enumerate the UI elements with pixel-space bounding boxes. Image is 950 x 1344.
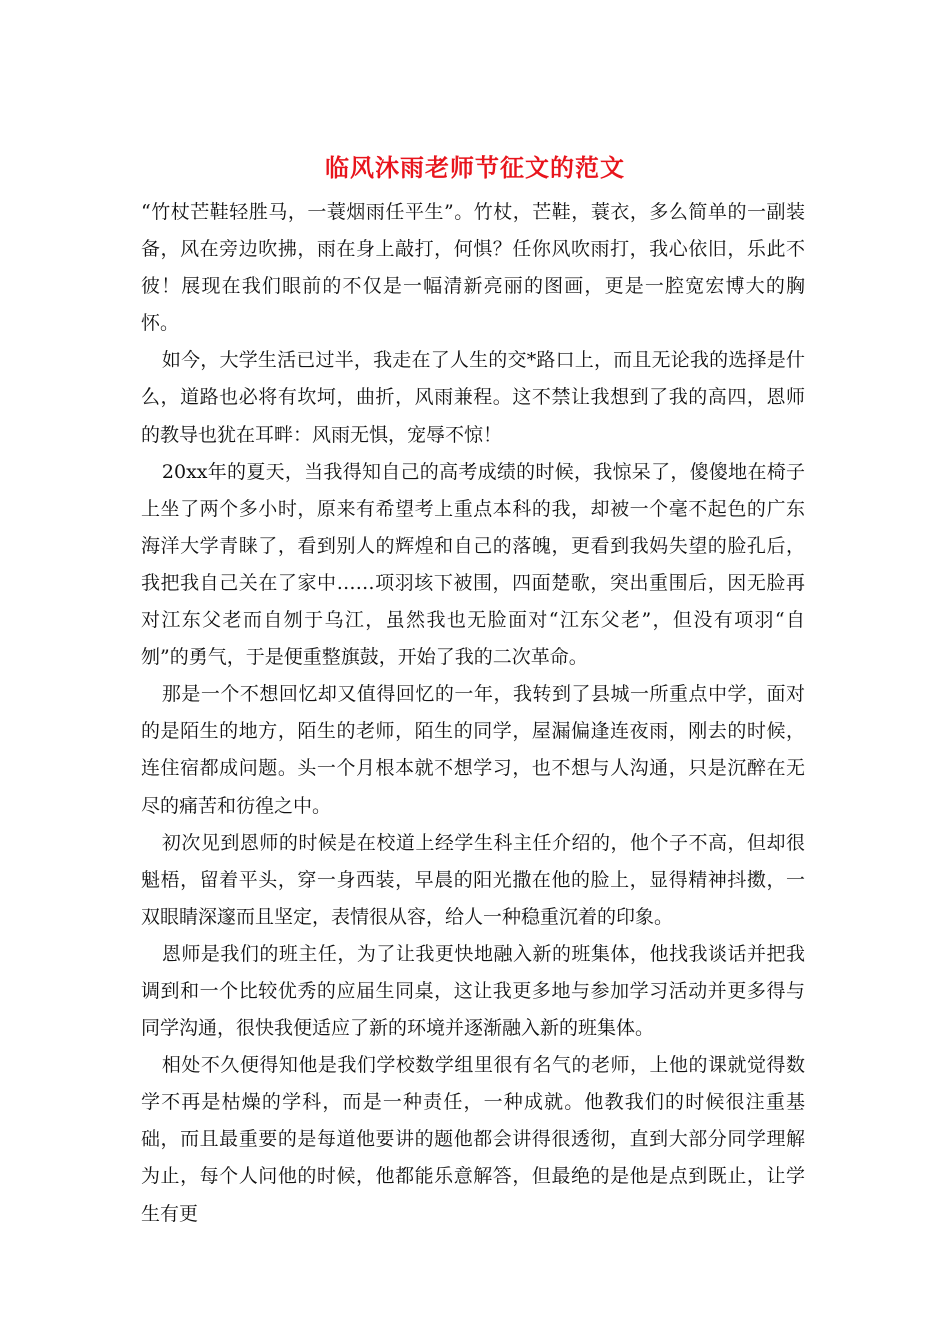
paragraph-4: 那是一个不想回忆却又值得回忆的一年，我转到了县城一所重点中学，面对的是陌生的地方，陌生的老师，陌生的同学，屋漏偏逢连夜雨，刚去的时候，连住宿都成问题。头一个月根本就不想学习，也不想与人沟通，只是沉醉在无尽的痛苦和彷徨之中。: [141, 683, 805, 817]
page-title: 临风沐雨老师节征文的范文: [325, 153, 625, 182]
paragraph-5: 初次见到恩师的时候是在校道上经学生科主任介绍的，他个子不高，但却很魁梧，留着平头，穿一身西装，早晨的阳光撒在他的脸上，显得精神抖擞，一双眼睛深邃而且坚定，表情很从容，给人一种稳重沉着的印象。: [141, 831, 805, 928]
paragraph-3: 20xx年的夏天，当我得知自己的高考成绩的时候，我惊呆了，傻傻地在椅子上坐了两个多小时，原来有希望考上重点本科的我，却被一个毫不起色的广东海洋大学青睐了，看到别人的辉煌和自己的落魄，更看到我妈失望的脸孔后，我把我自己关在了家中……项羽垓下被围，四面楚歌，突出重围后，因无脸再对江东父老而自刎于乌江，虽然我也无脸面对“江东父老”，但没有项羽“自刎”的勇气，于是便重整旗鼓，开始了我的二次革命。: [141, 460, 805, 669]
paragraph-6: 恩师是我们的班主任，为了让我更快地融入新的班集体，他找我谈话并把我调到和一个比较优秀的应届生同桌，这让我更多地与参加学习活动并更多得与同学沟通，很快我便适应了新的环境并逐渐融入新的班集体。: [141, 942, 805, 1040]
paragraph-7: 相处不久便得知他是我们学校数学组里很有名气的老师，上他的课就觉得数学不再是枯燥的学科，而是一种责任，一种成就。他教我们的时候很注重基础，而且最重要的是每道他要讲的题他都会讲得很透彻，直到大部分同学理解为止，每个人问他的时候，他都能乐意解答，但最绝的是他是点到既止，让学生有更: [141, 1054, 805, 1225]
paragraph-2: 如今，大学生活已过半，我走在了人生的交*路口上，而且无论我的选择是什么，道路也必将有坎坷，曲折，风雨兼程。这不禁让我想到了我的高四，恩师的教导也犹在耳畔：风雨无惧，宠辱不惊！: [141, 349, 805, 446]
document-body: [141, 194, 805, 1233]
paragraph-1: “竹杖芒鞋轻胜马，一蓑烟雨任平生”。竹杖，芒鞋，蓑衣，多么简单的一副装备，风在旁边吹拂，雨在身上敲打，何惧？任你风吹雨打，我心依旧，乐此不彼！展现在我们眼前的不仅是一幅清新亮丽的图画，更是一腔宽宏博大的胸怀。: [141, 201, 805, 335]
